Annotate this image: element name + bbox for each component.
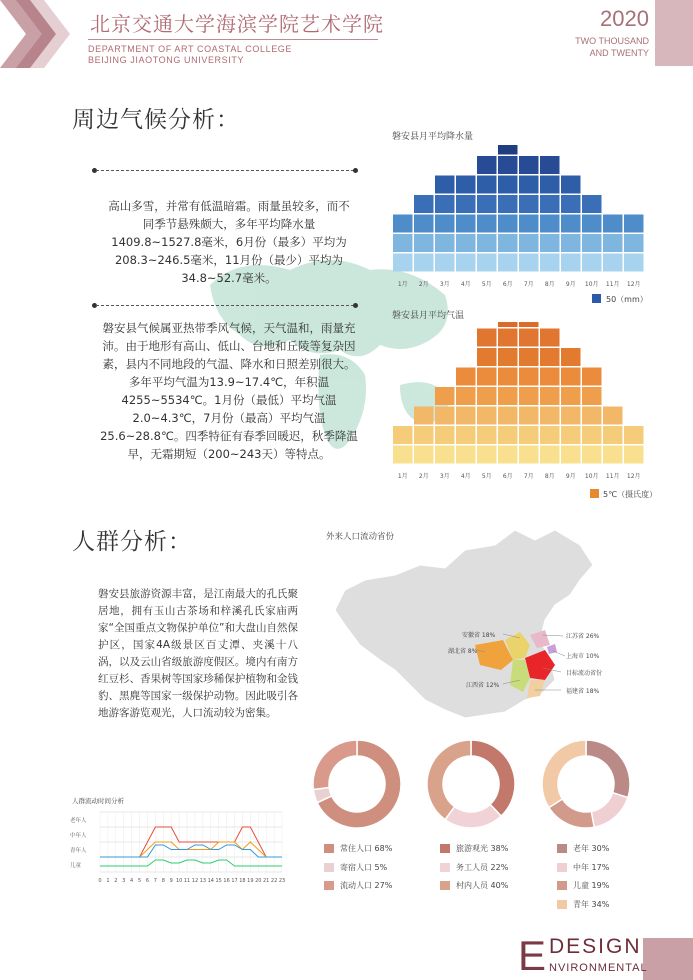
donut-chart-purpose: [425, 738, 517, 830]
tick-label: 0: [98, 878, 102, 884]
bar-block: [414, 407, 434, 425]
bar-block: [582, 254, 602, 272]
bar-block: [477, 195, 497, 213]
legend-label: 务工人员 22%: [456, 863, 509, 872]
climate-heading: 周边气候分析：: [72, 107, 240, 133]
flow-line: [100, 860, 282, 866]
bar-block: [624, 215, 644, 233]
subtitle-line-1: DEPARTMENT OF ART COASTAL COLLEGE: [88, 44, 293, 54]
temp-legend-swatch: [590, 489, 599, 498]
tick-label: 2月: [418, 281, 429, 288]
bar-block: [456, 387, 476, 405]
college-title: 北京交通大学海滨学院艺术学院: [90, 12, 384, 36]
bar-block: [624, 426, 644, 444]
legend-label: 老年 30%: [573, 844, 610, 853]
bar-block: [561, 426, 581, 444]
china-map: [325, 520, 625, 735]
donut-slice: [586, 740, 630, 798]
map-label-jiangsu: 江苏省 26%: [566, 633, 600, 640]
bar-block: [561, 348, 581, 366]
tick-label: 4月: [460, 473, 471, 480]
bar-block: [582, 368, 602, 386]
bar-block: [540, 234, 560, 252]
tick-label: 5: [137, 878, 142, 884]
timeline-chart: [68, 806, 290, 892]
bar-block: [519, 329, 539, 347]
precip-chart-title: 磐安县月平均降水量: [392, 132, 474, 142]
bar-block: [477, 254, 497, 272]
bar-block: [414, 234, 434, 252]
crowd-paragraph: 磐安县旅游资源丰富，是江南最大的孔氏聚居地，拥有玉山古茶场和梓溪孔氏家庙两家“全国重点文物保护单位”和大盘山自然保护区，国家4A级景区百丈潭、夹溪十八涡，以及云山省级旅游度假区。境内有南方红豆杉、香果树等国家珍稀保护植物和金钱豹、黑麂等国家一级保护动物。因此吸引各地游客游览观光，人口流动较为密集。: [98, 588, 298, 719]
bar-block: [498, 446, 518, 464]
donut-chart-age: [540, 738, 632, 830]
bar-block: [498, 329, 518, 347]
bar-block: [477, 426, 497, 444]
bar-block: [393, 254, 413, 272]
bar-block: [498, 176, 518, 194]
bar-block: [456, 426, 476, 444]
bar-block: [414, 446, 434, 464]
bar-block: [498, 145, 518, 155]
tick-label: 4: [130, 878, 134, 884]
bar-block: [540, 348, 560, 366]
temp-chart-title: 磐安县月平均气温: [392, 311, 465, 321]
bar-block: [477, 156, 497, 174]
legend-label: 寄宿人口 5%: [340, 863, 388, 872]
bar-block: [498, 368, 518, 386]
tick-label: 6月: [502, 281, 513, 288]
bar-block: [603, 426, 623, 444]
map-label-jiangxi: 江西省 12%: [466, 682, 500, 689]
tick-label: 11: [183, 878, 191, 884]
bar-block: [414, 215, 434, 233]
bar-block: [435, 234, 455, 252]
temp-legend-label: 5℃（摄氏度）: [603, 490, 658, 499]
bar-block: [519, 176, 539, 194]
tick-label: 10月: [584, 281, 599, 288]
bar-block: [519, 156, 539, 174]
row-label: 中年人: [70, 833, 87, 839]
header-chevron-logo: [0, 0, 78, 68]
subtitle-line-2: BEIJING JIAOTONG UNIVERSITY: [88, 55, 245, 65]
bar-block: [498, 348, 518, 366]
legend-swatch: [557, 900, 567, 909]
legend-label: 村内人员 40%: [456, 881, 509, 890]
tick-label: 15: [215, 878, 222, 884]
tick-label: 1: [106, 878, 110, 884]
bar-block: [519, 446, 539, 464]
bar-block: [456, 234, 476, 252]
bar-block: [435, 215, 455, 233]
tick-label: 8: [161, 878, 165, 884]
bar-block: [561, 387, 581, 405]
timeline-title: 人群流动时间分析: [72, 797, 124, 805]
divider-dot: [353, 303, 358, 308]
tick-label: 22: [270, 878, 278, 884]
bar-block: [624, 254, 644, 272]
temp-chart: [385, 322, 655, 487]
bar-block: [435, 426, 455, 444]
bar-block: [540, 446, 560, 464]
legend-swatch: [324, 844, 334, 853]
bar-block: [582, 195, 602, 213]
bar-block: [456, 368, 476, 386]
bar-block: [582, 426, 602, 444]
map-label-fujian: 福建省 18%: [566, 688, 600, 695]
tick-label: 3: [122, 878, 126, 884]
map-label-anhui: 安徽省 18%: [462, 632, 496, 639]
legend-label: 常住人口 68%: [340, 844, 393, 853]
college-subtitle: [88, 44, 292, 66]
bar-block: [582, 387, 602, 405]
bar-block: [435, 195, 455, 213]
bar-block: [519, 195, 539, 213]
legend-swatch: [557, 844, 567, 853]
tick-label: 2: [114, 878, 118, 884]
bar-block: [477, 407, 497, 425]
bar-block: [498, 254, 518, 272]
bar-block: [561, 407, 581, 425]
bar-block: [540, 426, 560, 444]
bar-block: [393, 215, 413, 233]
bar-block: [456, 446, 476, 464]
bar-block: [603, 234, 623, 252]
bar-block: [603, 254, 623, 272]
year-words-line-1: TWO THOUSAND: [575, 36, 649, 46]
tick-label: 7: [153, 878, 157, 884]
year-words-line-2: AND TWENTY: [589, 48, 649, 58]
tick-label: 3月: [439, 281, 450, 288]
year-words: [555, 35, 649, 59]
climate-paragraph-1: 高山多雪，并常有低温暗霜。雨量虽较多，而不同季节悬殊颇大，多年平均降水量1409.8~1527.8毫米，6月份（最多）平均为208.3~246.5毫米，11月份（最少）平均为34.8~52.7毫米。: [108, 199, 350, 285]
legend-swatch: [324, 881, 334, 890]
tick-label: 12月: [626, 281, 641, 288]
year-label: 2020: [600, 6, 649, 31]
flow-line: [100, 842, 282, 857]
bar-block: [498, 195, 518, 213]
tick-label: 13: [199, 878, 207, 884]
bar-block: [561, 254, 581, 272]
tick-label: 16: [223, 878, 230, 884]
tick-label: 2月: [418, 473, 429, 480]
legend-item: [557, 899, 609, 910]
bar-block: [435, 446, 455, 464]
bar-block: [435, 387, 455, 405]
bar-block: [519, 368, 539, 386]
footer-initial: E: [518, 932, 547, 979]
legend-label: 青年 34%: [573, 900, 610, 909]
bar-block: [540, 156, 560, 174]
tick-label: 14: [207, 878, 214, 884]
bar-block: [603, 446, 623, 464]
legend-item: [324, 862, 387, 873]
bar-block: [540, 254, 560, 272]
tick-label: 11月: [605, 473, 620, 480]
bar-block: [498, 407, 518, 425]
bar-block: [561, 195, 581, 213]
row-label: 老年人: [70, 818, 87, 824]
tick-label: 1月: [397, 473, 408, 480]
bar-block: [540, 329, 560, 347]
bar-block: [414, 426, 434, 444]
bar-block: [456, 195, 476, 213]
bar-block: [540, 215, 560, 233]
tick-label: 20: [255, 878, 262, 884]
donut-slice: [427, 740, 471, 820]
legend-swatch: [557, 881, 567, 890]
legend-item: [440, 843, 508, 854]
tick-label: 18: [239, 878, 246, 884]
bar-block: [519, 387, 539, 405]
bar-block: [498, 426, 518, 444]
legend-item: [557, 862, 609, 873]
crowd-heading: 人群分析：: [72, 529, 192, 555]
footer-line-1: DESIGN: [549, 935, 642, 958]
bar-block: [540, 387, 560, 405]
bar-block: [498, 387, 518, 405]
legend-swatch: [440, 844, 450, 853]
bar-block: [519, 254, 539, 272]
tick-label: 5月: [481, 281, 492, 288]
tick-label: 19: [247, 878, 254, 884]
bar-block: [393, 234, 413, 252]
bar-block: [456, 407, 476, 425]
tick-label: 21: [262, 878, 270, 884]
tick-label: 10: [175, 878, 183, 884]
bar-block: [561, 176, 581, 194]
bar-block: [477, 368, 497, 386]
bar-block: [540, 407, 560, 425]
bar-block: [498, 215, 518, 233]
tick-label: 12月: [626, 473, 641, 480]
bar-block: [582, 215, 602, 233]
bar-block: [540, 176, 560, 194]
tick-label: 3月: [439, 473, 450, 480]
map-label-hubei: 湖北省 8%: [448, 648, 478, 655]
bar-block: [603, 215, 623, 233]
precip-legend-swatch: [592, 294, 601, 303]
china-map-title: 外来人口流动省份: [326, 532, 395, 542]
row-label: 儿童: [70, 863, 82, 869]
legend-item: [557, 843, 609, 854]
tick-label: 7月: [523, 473, 534, 480]
tick-label: 8月: [544, 281, 555, 288]
tick-label: 7月: [523, 281, 534, 288]
bar-block: [435, 176, 455, 194]
legend-label: 流动人口 27%: [340, 881, 393, 890]
footer-accent-bar: [643, 938, 693, 980]
bar-block: [561, 234, 581, 252]
legend-item: [440, 880, 508, 891]
legend-label: 中年 17%: [573, 863, 610, 872]
bar-block: [498, 156, 518, 174]
bar-block: [582, 407, 602, 425]
bar-block: [456, 215, 476, 233]
header-rule: [88, 39, 378, 40]
bar-block: [477, 234, 497, 252]
bar-block: [477, 387, 497, 405]
bar-block: [414, 254, 434, 272]
donut-chart-residency: [311, 738, 403, 830]
bar-block: [561, 215, 581, 233]
bar-block: [582, 234, 602, 252]
donut-slice: [542, 740, 586, 808]
footer-line-2: NVIRONMENTAL: [549, 962, 648, 974]
bar-block: [435, 407, 455, 425]
bar-block: [519, 407, 539, 425]
tick-label: 9月: [565, 473, 576, 480]
bar-block: [477, 348, 497, 366]
bar-block: [540, 368, 560, 386]
legend-swatch: [557, 863, 567, 872]
tick-label: 12: [191, 878, 199, 884]
divider-line: [96, 170, 354, 171]
bar-block: [393, 426, 413, 444]
map-label-shanghai: 上海市 10%: [566, 653, 600, 660]
tick-label: 1月: [397, 281, 408, 288]
bar-block: [624, 234, 644, 252]
tick-label: 11月: [605, 281, 620, 288]
tick-label: 4月: [460, 281, 471, 288]
bar-block: [456, 176, 476, 194]
divider-line: [96, 305, 354, 306]
bar-block: [393, 446, 413, 464]
bar-block: [498, 234, 518, 252]
bar-block: [540, 195, 560, 213]
tick-label: 23: [278, 878, 286, 884]
bar-block: [519, 234, 539, 252]
row-label: 青年人: [70, 848, 87, 854]
divider-dot: [353, 168, 358, 173]
legend-swatch: [440, 863, 450, 872]
bar-block: [456, 254, 476, 272]
tick-label: 17: [231, 878, 238, 884]
climate-paragraph-2: 磐安县气候属亚热带季风气候，天气温和，雨量充沛。由于地形有高山、低山、台地和丘陵等复杂因素，县内不同地段的气温、降水和日照差别很大。多年平均气温为13.9~17.4℃，年积温4255~5534℃。1月份（最低）平均气温2.0~4.3℃，7月份（最高）平均气温25.6~28.8℃。四季特征有春季回暖迟，秋季降温早，无霜期短（200~243天）等特点。: [100, 321, 358, 461]
bar-block: [477, 176, 497, 194]
bar-block: [561, 368, 581, 386]
tick-label: 6月: [502, 473, 513, 480]
donut-slice: [471, 740, 515, 816]
tick-label: 6: [145, 878, 150, 884]
bar-block: [561, 446, 581, 464]
tick-label: 8月: [544, 473, 555, 480]
legend-item: [440, 862, 508, 873]
legend-label: 旅游观光 38%: [456, 844, 509, 853]
bar-block: [498, 322, 518, 327]
bar-block: [477, 215, 497, 233]
legend-label: 儿童 19%: [573, 881, 610, 890]
donut-slice: [591, 793, 628, 828]
donut-slice: [313, 740, 357, 790]
bar-block: [519, 426, 539, 444]
bar-block: [519, 322, 539, 327]
bar-block: [477, 329, 497, 347]
legend-item: [557, 880, 609, 891]
bar-block: [435, 254, 455, 272]
bar-block: [519, 215, 539, 233]
bar-block: [519, 348, 539, 366]
tick-label: 9: [169, 878, 173, 884]
tick-label: 10月: [584, 473, 599, 480]
bar-block: [414, 195, 434, 213]
bar-block: [603, 407, 623, 425]
tick-label: 9月: [565, 281, 576, 288]
legend-swatch: [440, 881, 450, 890]
precip-legend-label: 50（mm）: [606, 295, 648, 304]
map-label-target: 目标流动省份: [566, 670, 603, 677]
bar-block: [477, 446, 497, 464]
legend-item: [324, 843, 392, 854]
header-accent-bar: [655, 0, 693, 66]
precip-chart: [385, 145, 655, 295]
bar-block: [582, 446, 602, 464]
legend-item: [324, 880, 392, 891]
bar-block: [624, 446, 644, 464]
tick-label: 5月: [481, 473, 492, 480]
legend-swatch: [324, 863, 334, 872]
